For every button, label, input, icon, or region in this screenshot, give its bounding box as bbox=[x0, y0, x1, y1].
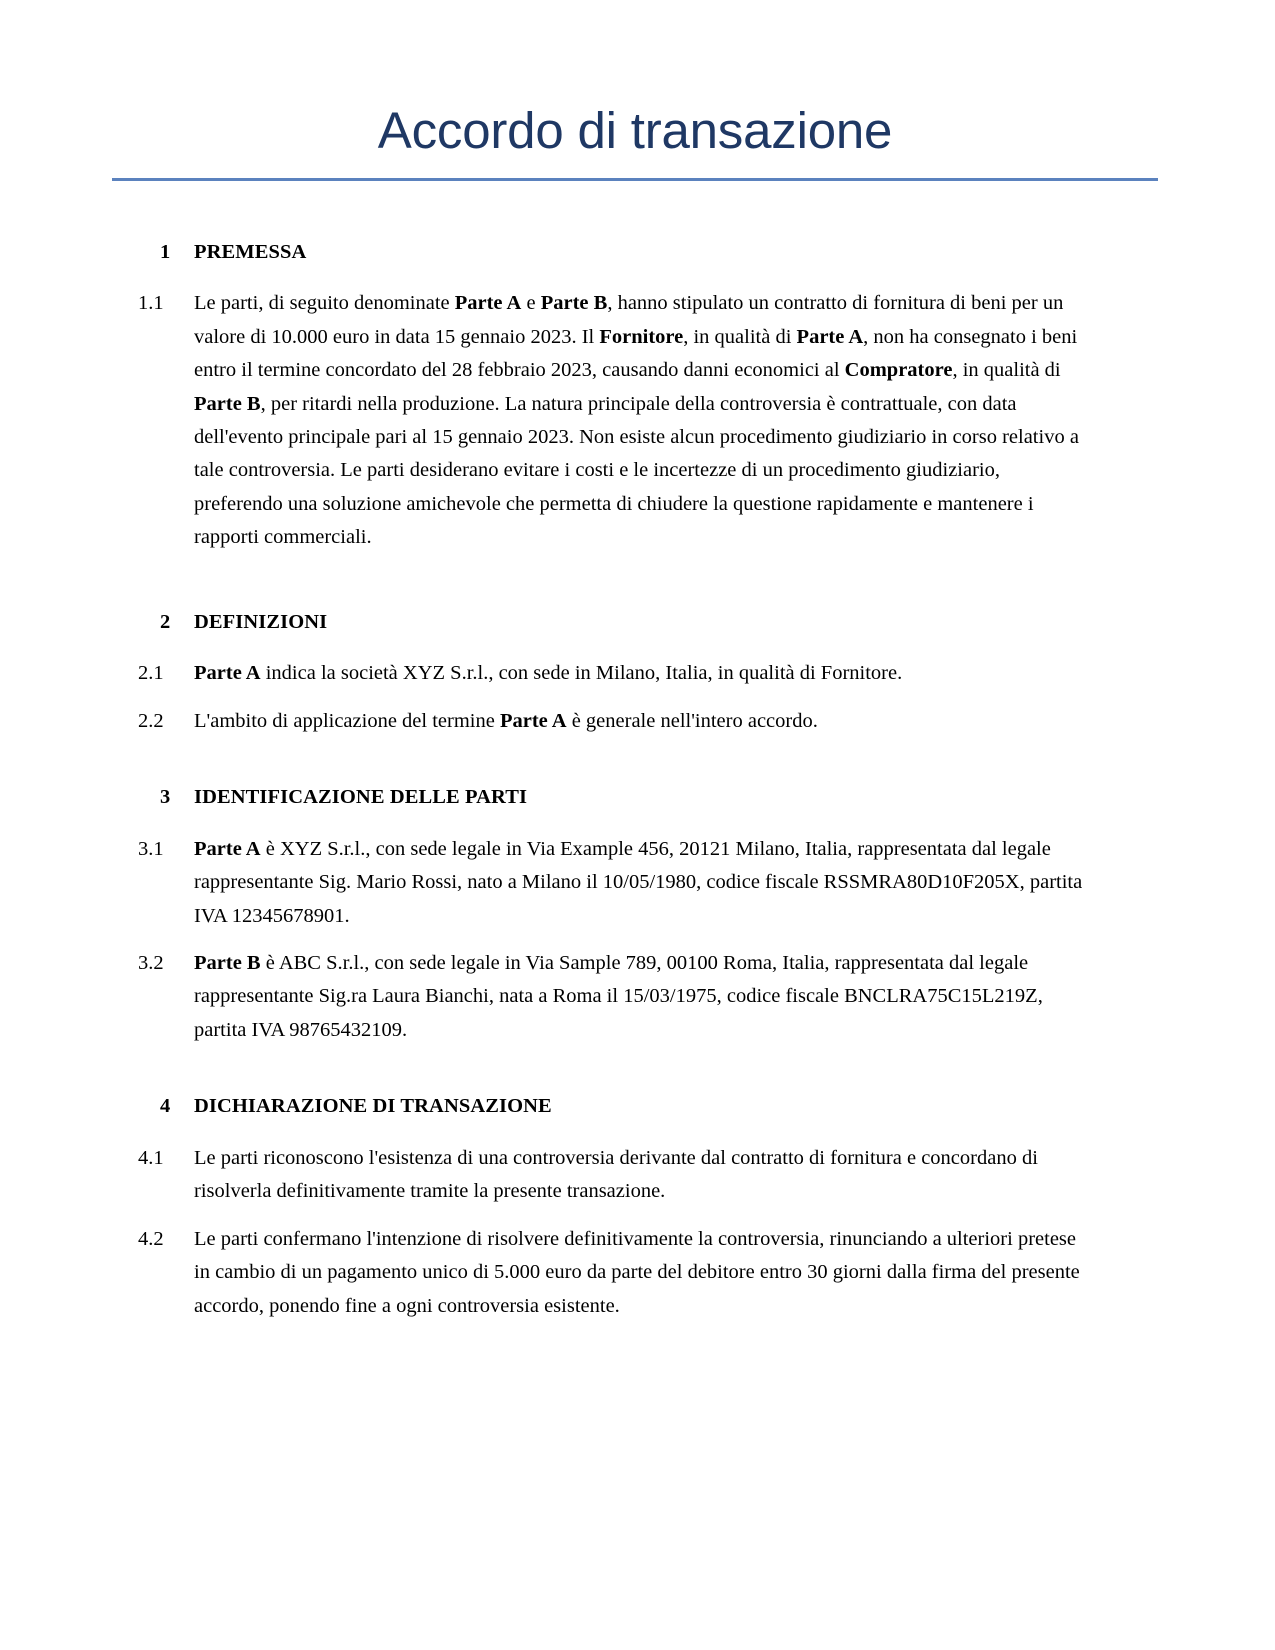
title-block bbox=[0, 0, 1275, 181]
clause-text bbox=[194, 1142, 1090, 1209]
clause-number: 4.1 bbox=[138, 1147, 164, 1170]
clause bbox=[138, 1209, 1090, 1323]
section-title: IDENTIFICAZIONE DELLE PARTI bbox=[194, 786, 528, 809]
clause bbox=[138, 933, 1090, 1047]
section-group bbox=[138, 1091, 1090, 1367]
clause bbox=[138, 691, 1090, 738]
section-title: DICHIARAZIONE DI TRANSAZIONE bbox=[194, 1095, 552, 1118]
section-title: PREMESSA bbox=[194, 240, 307, 263]
document-body bbox=[0, 181, 1275, 1368]
section-number: 3 bbox=[160, 786, 171, 809]
clause-run: Le parti riconoscono l'esistenza di una controversia derivante dal contratto di fornitura e concordano di risolverla definitivamente tramite la presente transazione. bbox=[194, 1147, 1038, 1203]
section-group bbox=[138, 607, 1090, 783]
clause-text bbox=[194, 287, 1090, 554]
clause-run: è ABC S.r.l., con sede legale in Via Sample 789, 00100 Roma, Italia, rappresentata dal legale rappresentante Sig.ra Laura Bianchi, nata a Roma il 15/03/1975, codice fiscale BNCLRA75C15L219Z, partita IVA 98765432109. bbox=[194, 952, 1043, 1041]
emphasized-term: Parte A bbox=[194, 837, 261, 860]
clause bbox=[138, 273, 1090, 554]
section-heading bbox=[138, 607, 1090, 644]
clause-run: L'ambito di applicazione del termine bbox=[194, 709, 500, 732]
emphasized-term: Fornitore bbox=[599, 325, 684, 348]
clause-number: 2.2 bbox=[138, 709, 164, 732]
section-group bbox=[138, 782, 1090, 1091]
page-title: Accordo di transazione bbox=[377, 102, 893, 159]
clause-run: Le parti, di seguito denominate bbox=[194, 292, 455, 315]
section-number: 4 bbox=[160, 1095, 171, 1118]
emphasized-term: Parte B bbox=[194, 392, 261, 415]
clause-run: , hanno stipulato un contratto di fornitura di beni per un valore di 10.000 euro in data 15 gennaio 2023. Il bbox=[194, 292, 1064, 348]
section-title: DEFINIZIONI bbox=[194, 610, 328, 633]
clause bbox=[138, 643, 1090, 690]
emphasized-term: Parte A bbox=[796, 325, 864, 348]
clause-run: , non ha consegnato i beni entro il termine concordato del 28 febbraio 2023, causando danni economici al bbox=[194, 325, 1078, 382]
section-heading bbox=[138, 782, 1090, 819]
clause-text bbox=[194, 657, 1090, 690]
clause-text bbox=[194, 947, 1090, 1047]
clause-run: , per ritardi nella produzione. La natura principale della controversia è contrattuale, con data dell'evento principale pari al 15 gennaio 2023. Non esiste alcun procedimento giudiziario in corso relativo a tale controversia. Le parti desiderano evitare i costi e le incertezze di un procedimento giudiziario, preferendo una soluzione amichevole che permetta di chiudere la questione rapidamente e mantenere i rapporti commerciali. bbox=[194, 392, 1079, 549]
clause-number: 2.1 bbox=[138, 662, 164, 685]
emphasized-term: Parte A bbox=[499, 709, 567, 732]
clause-run: è generale nell'intero accordo. bbox=[566, 709, 818, 732]
clause-number: 3.2 bbox=[138, 952, 164, 975]
emphasized-term: Parte A bbox=[194, 662, 261, 685]
clause-text bbox=[194, 1223, 1090, 1323]
clause-number: 1.1 bbox=[138, 292, 164, 315]
clause-run: e bbox=[521, 292, 541, 315]
emphasized-term: Parte A bbox=[454, 292, 522, 315]
clause-text bbox=[194, 833, 1090, 933]
section-group bbox=[138, 237, 1090, 607]
section-number: 1 bbox=[160, 240, 171, 263]
emphasized-term: Parte B bbox=[194, 952, 261, 975]
section-heading bbox=[138, 237, 1090, 274]
section-number: 2 bbox=[160, 610, 171, 633]
clause-text bbox=[194, 705, 1090, 738]
section-heading bbox=[138, 1091, 1090, 1128]
clause bbox=[138, 1128, 1090, 1209]
clause-run: indica la società XYZ S.r.l., con sede in Milano, Italia, in qualità di Fornitore. bbox=[260, 662, 903, 685]
clause-number: 4.2 bbox=[138, 1227, 164, 1250]
clause-run: , in qualità di bbox=[952, 359, 1061, 382]
clause-number: 3.1 bbox=[138, 837, 164, 860]
clause-run: , in qualità di bbox=[683, 325, 797, 348]
clause-run: Le parti confermano l'intenzione di risolvere definitivamente la controversia, rinunciando a ulteriori pretese in cambio di un pagamento unico di 5.000 euro da parte del debitore entro 30 giorni dalla firma del presente accordo, ponendo fine a ogni controversia esistente. bbox=[194, 1227, 1080, 1317]
emphasized-term: Parte B bbox=[540, 292, 608, 315]
clause-run: è XYZ S.r.l., con sede legale in Via Example 456, 20121 Milano, Italia, rappresentata dal legale rappresentante Sig. Mario Rossi, nato a Milano il 10/05/1980, codice fiscale RSSMRA80D10F205X, partita IVA 12345678901. bbox=[194, 837, 1083, 927]
clause bbox=[138, 819, 1090, 933]
emphasized-term: Compratore bbox=[844, 359, 953, 382]
